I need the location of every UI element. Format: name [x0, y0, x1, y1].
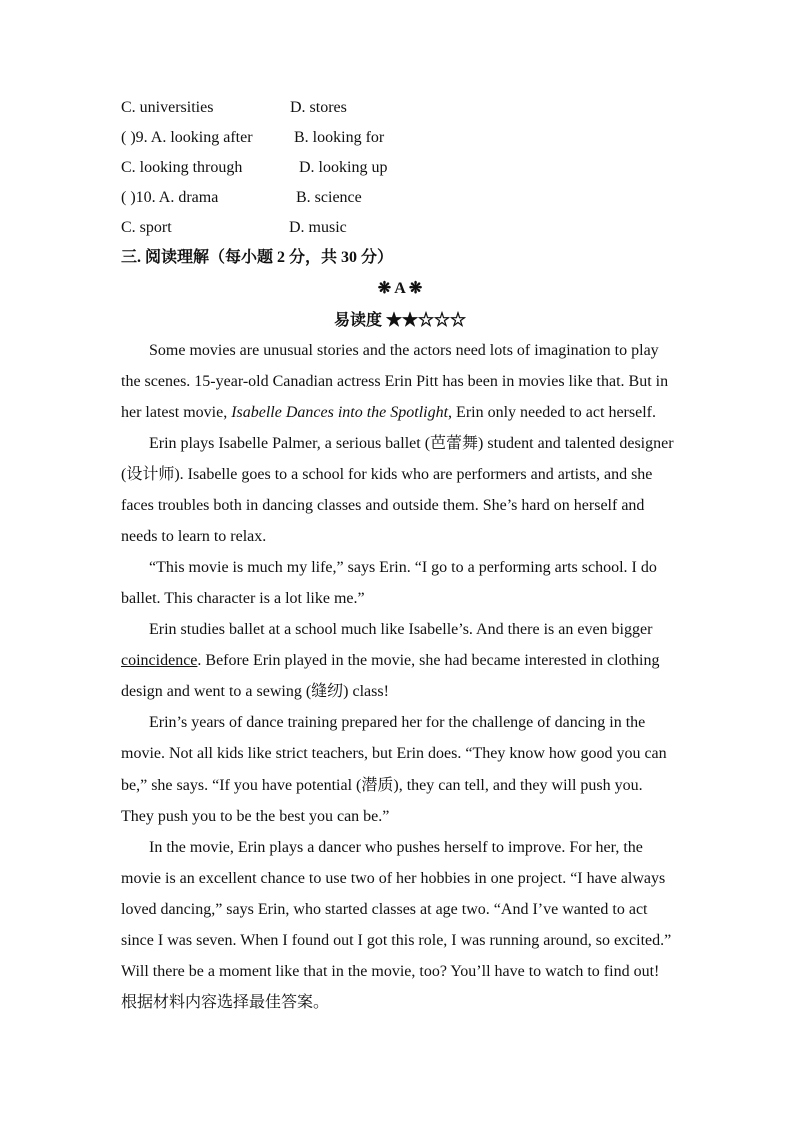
underlined-word: coincidence — [121, 652, 198, 669]
option-left: ( )10. A. drama — [121, 189, 219, 206]
option-right: D. looking up — [299, 159, 388, 176]
passage-line: They push you to be the best you can be.” — [121, 808, 390, 825]
passage-line: In the movie, Erin plays a dancer who pushes herself to improve. For her, the — [149, 839, 643, 856]
movie-title: Isabelle Dances into the Spotlight — [231, 404, 449, 421]
passage-line: faces troubles both in dancing classes and outside them. She’s hard on herself and — [121, 497, 645, 514]
passage-line: Erin’s years of dance training prepared her for the challenge of dancing in the — [149, 714, 646, 731]
section-heading: 三. 阅读理解（每小题 2 分，共 30 分） — [121, 249, 394, 266]
passage-line: Erin studies ballet at a school much like Isabelle’s. And there is an even bigger — [149, 621, 653, 638]
passage-line: ballet. This character is a lot like me.” — [121, 590, 365, 607]
passage-line: Some movies are unusual stories and the actors need lots of imagination to play — [149, 342, 659, 359]
passage-label: ❋ A ❋ — [377, 280, 423, 297]
option-right: B. science — [296, 189, 362, 206]
option-right: D. music — [289, 219, 347, 236]
passage-line: Will there be a moment like that in the movie, too? You’ll have to watch to find out! — [121, 963, 660, 980]
question-instruction: 根据材料内容选择最佳答案。 — [121, 994, 330, 1011]
passage-line — [121, 651, 659, 671]
option-right: D. stores — [290, 99, 347, 116]
option-right: B. looking for — [294, 129, 385, 146]
passage-text: . Before Erin played in the movie, she had became interested in clothing — [197, 652, 660, 669]
passage-line: “This movie is much my life,” says Erin. “I go to a performing arts school. I do — [149, 559, 657, 576]
passage-line: the scenes. 15-year-old Canadian actress Erin Pitt has been in movies like that. But in — [121, 373, 669, 390]
passage-line: (设计师). Isabelle goes to a school for kids who are performers and artists, and she — [121, 466, 653, 483]
passage-line: movie. Not all kids like strict teachers, but Erin does. “They know how good you can — [121, 745, 667, 762]
passage-text: her latest movie, — [121, 404, 232, 421]
option-left: ( )9. A. looking after — [121, 129, 253, 146]
passage-line: Erin plays Isabelle Palmer, a serious ballet (芭蕾舞) student and talented designer — [149, 435, 674, 452]
passage-line — [121, 403, 656, 423]
passage-line: movie is an excellent chance to use two of her hobbies in one project. “I have always — [121, 870, 666, 887]
option-left: C. looking through — [121, 159, 243, 176]
option-left: C. sport — [121, 219, 172, 236]
passage-line: be,” she says. “If you have potential (潜质), they can tell, and they will push you. — [121, 777, 643, 794]
passage-line: design and went to a sewing (缝纫) class! — [121, 683, 389, 700]
passage-text: , Erin only needed to act herself. — [448, 404, 656, 421]
option-left: C. universities — [121, 99, 214, 116]
passage-line: loved dancing,” says Erin, who started classes at age two. “And I’ve wanted to act — [121, 901, 648, 918]
passage-line: since I was seven. When I found out I got this role, I was running around, so excited.” — [121, 932, 672, 949]
difficulty-rating: 易读度 ★★☆☆☆ — [333, 312, 466, 329]
passage-line: needs to learn to relax. — [121, 528, 267, 545]
